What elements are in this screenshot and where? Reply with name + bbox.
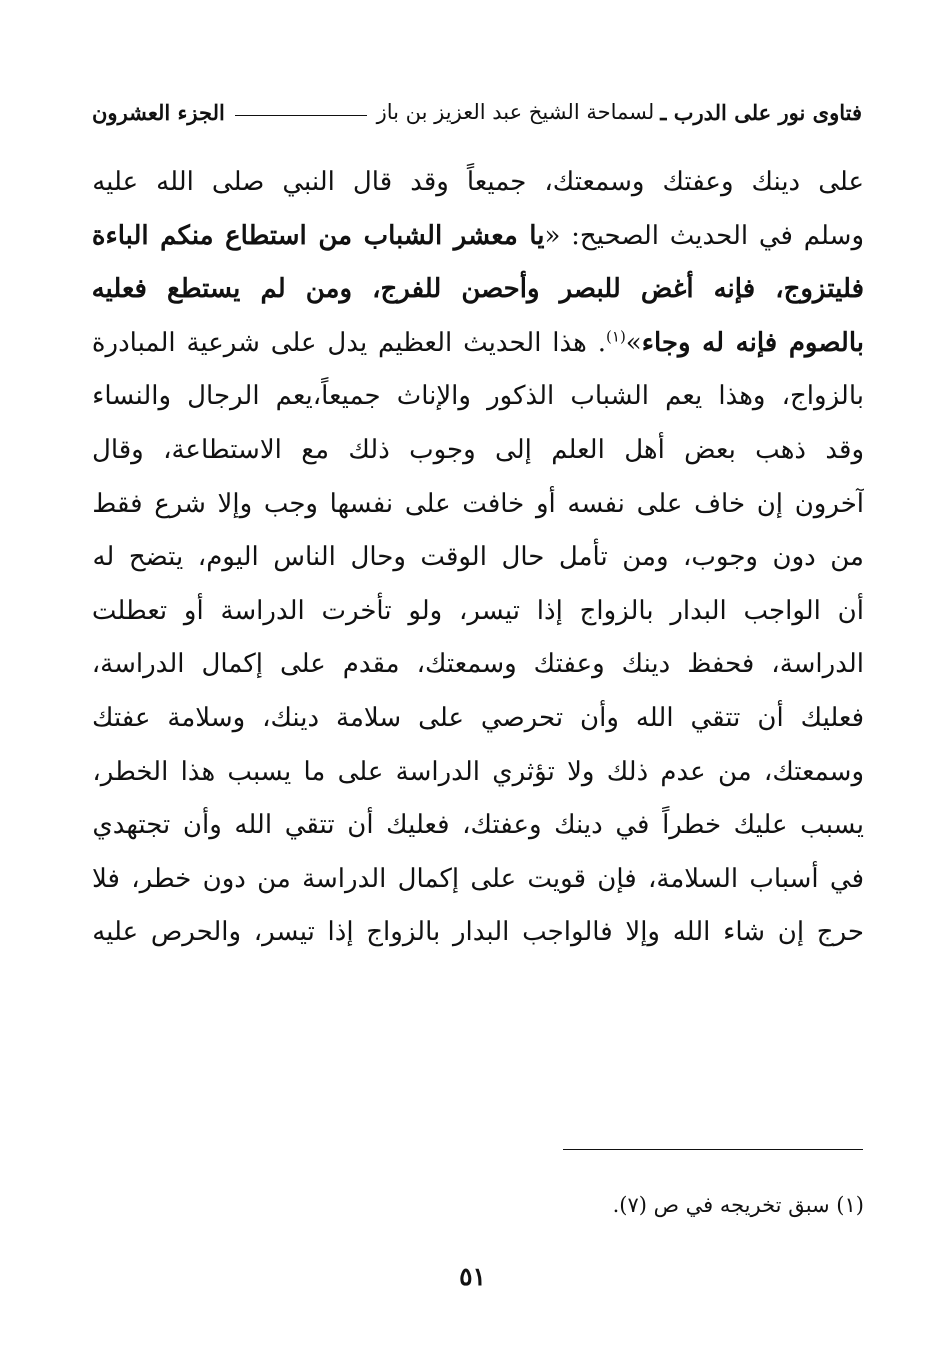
text-line	[92, 799, 864, 853]
text-line-content	[92, 799, 864, 853]
text-line-content	[92, 746, 864, 800]
text-line-content	[92, 317, 864, 371]
footnote-reference: (١)	[606, 327, 626, 346]
text-line-content	[92, 906, 864, 960]
running-header	[92, 92, 862, 132]
line-text: على دينك وعفتك وسمعتك، جميعاً وقد قال النبي صلى الله عليه	[92, 167, 864, 197]
book-title: فتاوى نور على الدرب ـ	[660, 99, 862, 125]
text-line	[92, 853, 864, 907]
footnote-separator	[563, 1149, 863, 1150]
text-line-content	[92, 478, 864, 532]
text-line-content	[92, 853, 864, 907]
text-line	[92, 317, 864, 371]
line-text: آخرون إن خاف على نفسه أو خافت على نفسها وجب وإلا شرع فقط	[92, 488, 864, 519]
text-line	[92, 370, 864, 424]
text-line-content	[92, 156, 864, 210]
line-text: في أسباب السلامة، فإن قويت على إكمال الدراسة من دون خطر، فلا	[92, 863, 864, 894]
text-line	[92, 424, 864, 478]
text-line	[92, 906, 864, 960]
text-line	[92, 156, 864, 210]
body-text	[92, 156, 864, 960]
author-name: لسماحة الشيخ عبد العزيز بن باز	[376, 100, 655, 124]
line-text: »	[625, 327, 642, 358]
line-text: فعليك أن تتقي الله وأن تحرصي على سلامة دينك، وسلامة عفتك	[92, 702, 864, 733]
text-line	[92, 478, 864, 532]
text-line-content	[92, 531, 864, 585]
text-line-content	[92, 263, 864, 317]
line-text: الدراسة، فحفظ دينك وعفتك وسمعتك، مقدم على إكمال الدراسة،	[92, 649, 864, 680]
text-line	[92, 263, 864, 317]
text-line	[92, 692, 864, 746]
line-text: . هذا الحديث العظيم يدل على شرعية المبادرة	[92, 327, 607, 358]
line-text: حرج إن شاء الله وإلا فالواجب البدار بالزواج إذا تيسر، والحرص عليه	[92, 917, 864, 948]
text-line	[92, 585, 864, 639]
line-text: يسبب عليك خطراً في دينك وعفتك، فعليك أن تتقي الله وأن تجتهدي	[92, 810, 864, 841]
header-rule	[235, 115, 367, 116]
hadith-text: بالصوم فإنه له وجاء	[641, 327, 864, 358]
line-text: من دون وجوب، ومن تأمل حال الوقت وحال الناس اليوم، يتضح له	[92, 542, 864, 573]
text-line	[92, 210, 864, 264]
hadith-text: فليتزوج، فإنه أغض للبصر وأحصن للفرج، ومن لم يستطع فعليه	[92, 274, 864, 305]
text-line-content	[92, 585, 864, 639]
text-line-content	[92, 424, 864, 478]
text-line	[92, 746, 864, 800]
footnote: (١) سبق تخريجه في ص (٧).	[612, 1193, 864, 1217]
text-line-content	[92, 692, 864, 746]
text-line	[92, 638, 864, 692]
text-line	[92, 531, 864, 585]
part-label: الجزء العشرون	[92, 99, 225, 125]
line-text: وقد ذهب بعض أهل العلم إلى وجوب ذلك مع الاستطاعة، وقال	[92, 434, 864, 465]
text-line-content	[92, 370, 864, 424]
text-line-content	[92, 638, 864, 692]
line-text: وسمعتك، من عدم ذلك ولا تؤثري الدراسة على ما يسبب هذا الخطر،	[92, 756, 864, 787]
line-text: وسلم في الحديث الصحيح: «	[544, 220, 864, 251]
line-text: أن الواجب البدار بالزواج إذا تيسر، ولو تأخرت الدراسة أو تعطلت	[92, 595, 864, 626]
line-text: بالزواج، وهذا يعم الشباب الذكور والإناث جميعاً،يعم الرجال والنساء	[92, 381, 864, 412]
page-number: ٥١	[459, 1262, 486, 1291]
text-line-content	[92, 210, 864, 264]
hadith-text: يا معشر الشباب من استطاع منكم الباءة	[92, 220, 545, 251]
